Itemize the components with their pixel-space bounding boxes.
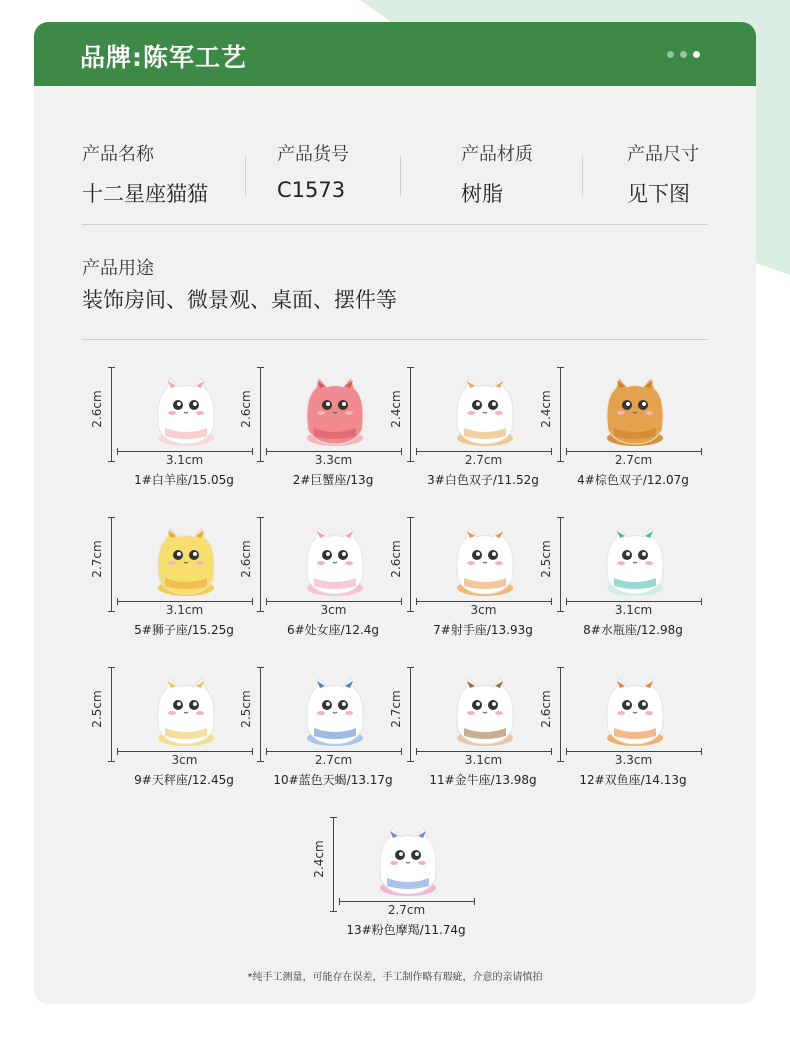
divider (82, 224, 708, 225)
dimension-cap (701, 748, 702, 755)
width-dimension-line (266, 451, 401, 452)
product-name-label: 5#狮子座/15.25g (134, 623, 234, 637)
dimension-cap (108, 611, 115, 612)
width-dimension-line (416, 751, 551, 752)
height-label: 2.5cm (239, 690, 253, 728)
product-item (238, 662, 393, 802)
brand-title: 品牌:陈军工艺 (80, 43, 247, 72)
height-dimension-line (260, 517, 261, 612)
product-name-label: 8#水瓶座/12.98g (583, 623, 683, 637)
height-dimension-line (410, 367, 411, 462)
dimension-cap (407, 517, 414, 518)
dimension-cap (330, 817, 337, 818)
spec-product-code (277, 140, 349, 202)
height-label: 2.4cm (312, 840, 326, 878)
width-dimension-line (566, 601, 701, 602)
height-dimension-line (111, 367, 112, 462)
dimension-cap (557, 461, 564, 462)
height-label: 2.6cm (239, 540, 253, 578)
product-item (388, 362, 538, 502)
width-dimension-line (266, 751, 401, 752)
height-label: 2.7cm (90, 540, 104, 578)
width-dimension-line (266, 601, 401, 602)
height-dimension-line (333, 817, 334, 912)
height-dimension-line (260, 667, 261, 762)
dimension-cap (557, 611, 564, 612)
dimension-cap (330, 911, 337, 912)
width-label: 3.3cm (314, 453, 353, 467)
product-info-card (34, 22, 756, 1004)
height-dimension-line (560, 367, 561, 462)
product-item (238, 362, 388, 502)
product-name-label: 13#粉色摩羯/11.74g (346, 923, 466, 937)
product-item (89, 662, 239, 802)
height-dimension-line (560, 667, 561, 762)
product-item (538, 362, 688, 502)
divider (82, 339, 708, 340)
width-label: 2.7cm (614, 453, 653, 467)
dimension-cap (108, 461, 115, 462)
dimension-cap (557, 367, 564, 368)
width-label: 3.1cm (614, 603, 653, 617)
width-dimension-line (566, 451, 701, 452)
divider (400, 156, 401, 196)
dimension-cap (407, 611, 414, 612)
width-dimension-line (339, 901, 474, 902)
width-label: 3cm (320, 603, 347, 617)
dimension-cap (257, 611, 264, 612)
width-label: 2.7cm (314, 753, 353, 767)
width-label: 3cm (171, 753, 198, 767)
carousel-dots (667, 51, 700, 58)
width-label: 2.7cm (464, 453, 503, 467)
height-dimension-line (410, 517, 411, 612)
spec-value: 树脂 (461, 182, 503, 206)
dimension-cap (407, 461, 414, 462)
width-label: 3cm (470, 603, 497, 617)
dimension-cap (557, 517, 564, 518)
width-dimension-line (117, 601, 252, 602)
product-name-label: 12#双鱼座/14.13g (579, 773, 687, 787)
dimension-cap (257, 367, 264, 368)
dimension-cap (108, 761, 115, 762)
height-dimension-line (560, 517, 561, 612)
footnote: *纯手工测量，可能存在误差，手工制作略有瑕疵，介意的亲请慎拍 (247, 972, 543, 983)
spec-value: 十二星座猫猫 (82, 182, 208, 206)
width-label: 3.1cm (165, 453, 204, 467)
product-item (388, 512, 538, 652)
height-label: 2.5cm (539, 540, 553, 578)
carousel-dot-active[interactable] (693, 51, 700, 58)
dimension-cap (108, 367, 115, 368)
product-item (538, 662, 688, 802)
dimension-cap (407, 367, 414, 368)
width-dimension-line (566, 751, 701, 752)
height-label: 2.6cm (239, 390, 253, 428)
dimension-cap (257, 461, 264, 462)
dimension-cap (701, 448, 702, 455)
spec-label: 产品货号 (277, 144, 349, 165)
width-label: 3.1cm (464, 753, 503, 767)
card-header (34, 22, 756, 86)
dimension-cap (701, 598, 702, 605)
product-name-label: 2#巨蟹座/13g (292, 473, 374, 487)
width-dimension-line (117, 451, 252, 452)
width-dimension-line (117, 751, 252, 752)
product-name-label: 11#金牛座/13.98g (429, 773, 537, 787)
height-label: 2.6cm (90, 390, 104, 428)
dimension-cap (557, 761, 564, 762)
height-label: 2.4cm (389, 390, 403, 428)
spec-label: 产品名称 (82, 144, 154, 165)
height-label: 2.7cm (389, 690, 403, 728)
product-item (89, 512, 239, 652)
width-label: 2.7cm (387, 903, 426, 917)
width-label: 3.1cm (165, 603, 204, 617)
dimension-cap (557, 667, 564, 668)
spec-size (627, 140, 699, 208)
product-item (388, 662, 538, 802)
product-name-label: 9#天秤座/12.45g (134, 773, 234, 787)
product-name-label: 1#白羊座/15.05g (134, 473, 234, 487)
spec-product-name (82, 140, 208, 208)
height-dimension-line (111, 667, 112, 762)
spec-row (82, 140, 708, 206)
height-label: 2.6cm (539, 690, 553, 728)
width-dimension-line (416, 451, 551, 452)
height-label: 2.6cm (389, 540, 403, 578)
product-item (89, 362, 239, 502)
product-name-label: 4#棕色双子/12.07g (577, 473, 689, 487)
dimension-cap (257, 517, 264, 518)
carousel-dot[interactable] (680, 51, 687, 58)
width-label: 3.3cm (614, 753, 653, 767)
dimension-cap (474, 898, 475, 905)
dimension-cap (257, 667, 264, 668)
product-name-label: 6#处女座/12.4g (286, 623, 380, 637)
height-dimension-line (410, 667, 411, 762)
dimension-cap (108, 517, 115, 518)
spec-label: 产品尺寸 (627, 144, 699, 165)
height-dimension-line (111, 517, 112, 612)
height-dimension-line (260, 367, 261, 462)
product-name-label: 7#射手座/13.93g (433, 623, 533, 637)
carousel-dot[interactable] (667, 51, 674, 58)
spec-value: C1573 (277, 178, 346, 202)
dimension-cap (407, 667, 414, 668)
divider (582, 156, 583, 196)
dimension-cap (257, 761, 264, 762)
spec-label: 产品材质 (461, 144, 533, 165)
dimension-cap (407, 761, 414, 762)
product-item (538, 512, 688, 652)
width-dimension-line (416, 601, 551, 602)
product-item (311, 812, 466, 952)
divider (245, 156, 246, 196)
usage-value: 装饰房间、微景观、桌面、摆件等 (82, 288, 397, 312)
height-label: 2.5cm (90, 690, 104, 728)
dimension-cap (108, 667, 115, 668)
height-label: 2.4cm (539, 390, 553, 428)
product-item (238, 512, 388, 652)
spec-value: 见下图 (627, 182, 690, 206)
usage-label: 产品用途 (82, 258, 154, 279)
product-name-label: 10#蓝色天蝎/13.17g (273, 773, 393, 787)
spec-material (461, 140, 533, 208)
product-name-label: 3#白色双子/11.52g (427, 473, 539, 487)
